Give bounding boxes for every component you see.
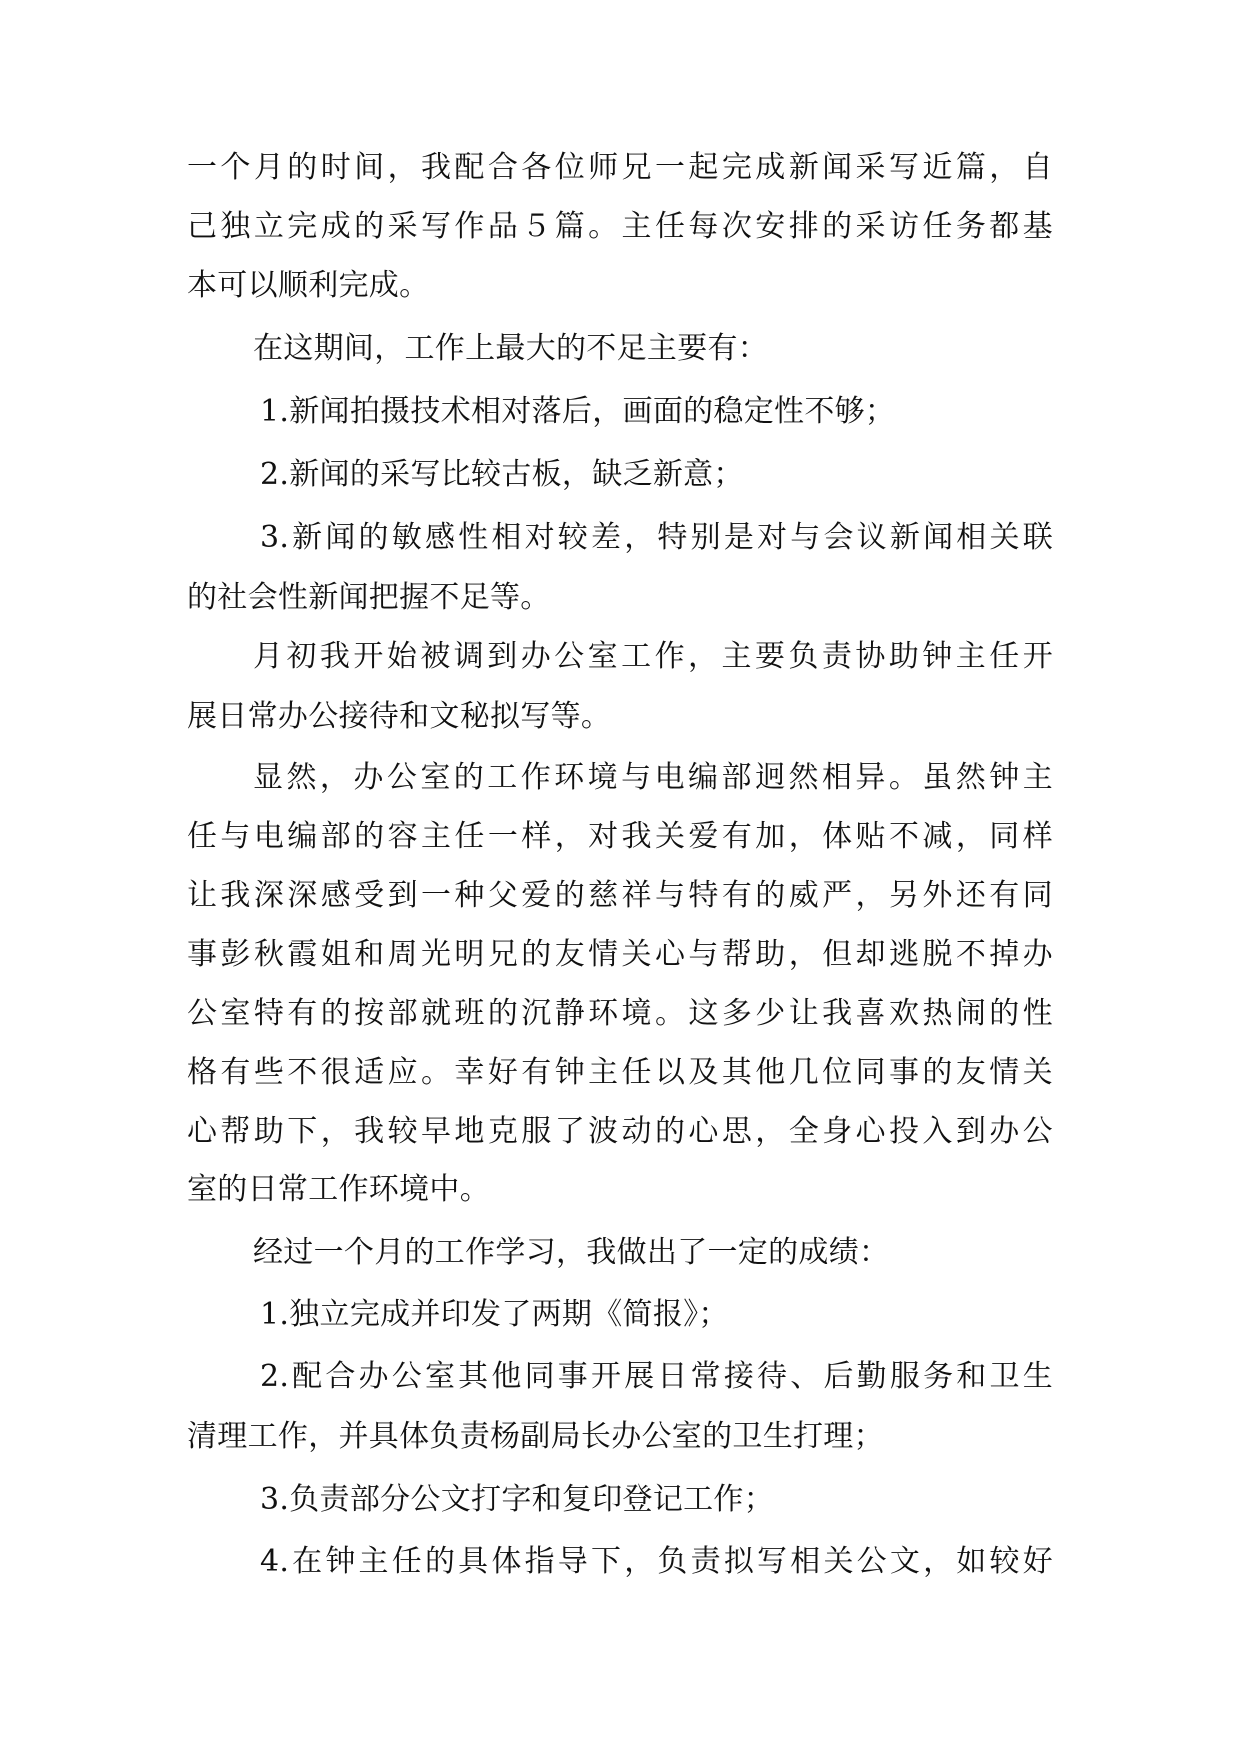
text-line: 月初我开始被调到办公室工作，主要负责协助钟主任开 [253, 639, 1053, 674]
list-item-text: 1.新闻拍摄技术相对落后，画面的稳定性不够； [260, 394, 896, 429]
list-item-text: 1.独立完成并印发了两期《简报》； [260, 1297, 729, 1332]
text-line: 经过一个月的工作学习，我做出了一定的成绩： [253, 1235, 890, 1270]
text-line: 在这期间，工作上最大的不足主要有： [253, 331, 769, 366]
list-item-text: 2.配合办公室其他同事开展日常接待、后勤服务和卫生 [260, 1359, 1053, 1394]
text-line: 清理工作，并具体负责杨副局长办公室的卫生打理； [187, 1419, 884, 1454]
text-line: 事彭秋霞姐和周光明兄的友情关心与帮助，但却逃脱不掉办 [187, 937, 1053, 972]
text-line: 一个月的时间，我配合各位师兄一起完成新闻采写近篇，自 [187, 150, 1053, 185]
list-item-text: 3.新闻的敏感性相对较差，特别是对与会议新闻相关联 [260, 520, 1053, 555]
text-line: 公室特有的按部就班的沉静环境。这多少让我喜欢热闹的性 [187, 996, 1053, 1031]
text-line: 的社会性新闻把握不足等。 [187, 580, 551, 615]
text-line: 任与电编部的容主任一样，对我关爱有加，体贴不减，同样 [187, 819, 1053, 854]
text-line: 显然，办公室的工作环境与电编部迥然相异。虽然钟主 [253, 760, 1053, 795]
text-line: 格有些不很适应。幸好有钟主任以及其他几位同事的友情关 [187, 1055, 1053, 1090]
text-line: 让我深深感受到一种父爱的慈祥与特有的威严，另外还有同 [187, 878, 1053, 913]
text-line: 心帮助下，我较早地克服了波动的心思，全身心投入到办公 [187, 1114, 1053, 1149]
list-item-text: 2.新闻的采写比较古板，缺乏新意； [260, 457, 744, 492]
text-line: 室的日常工作环境中。 [187, 1172, 490, 1207]
list-item-text: 3.负责部分公文打字和复印登记工作； [260, 1482, 775, 1517]
text-line: 己独立完成的采写作品５篇。主任每次安排的采访任务都基 [187, 209, 1053, 244]
list-item-text: 4.在钟主任的具体指导下，负责拟写相关公文，如较好 [260, 1544, 1053, 1579]
text-line: 本可以顺利完成。 [187, 268, 430, 303]
text-line: 展日常办公接待和文秘拟写等。 [187, 699, 612, 734]
